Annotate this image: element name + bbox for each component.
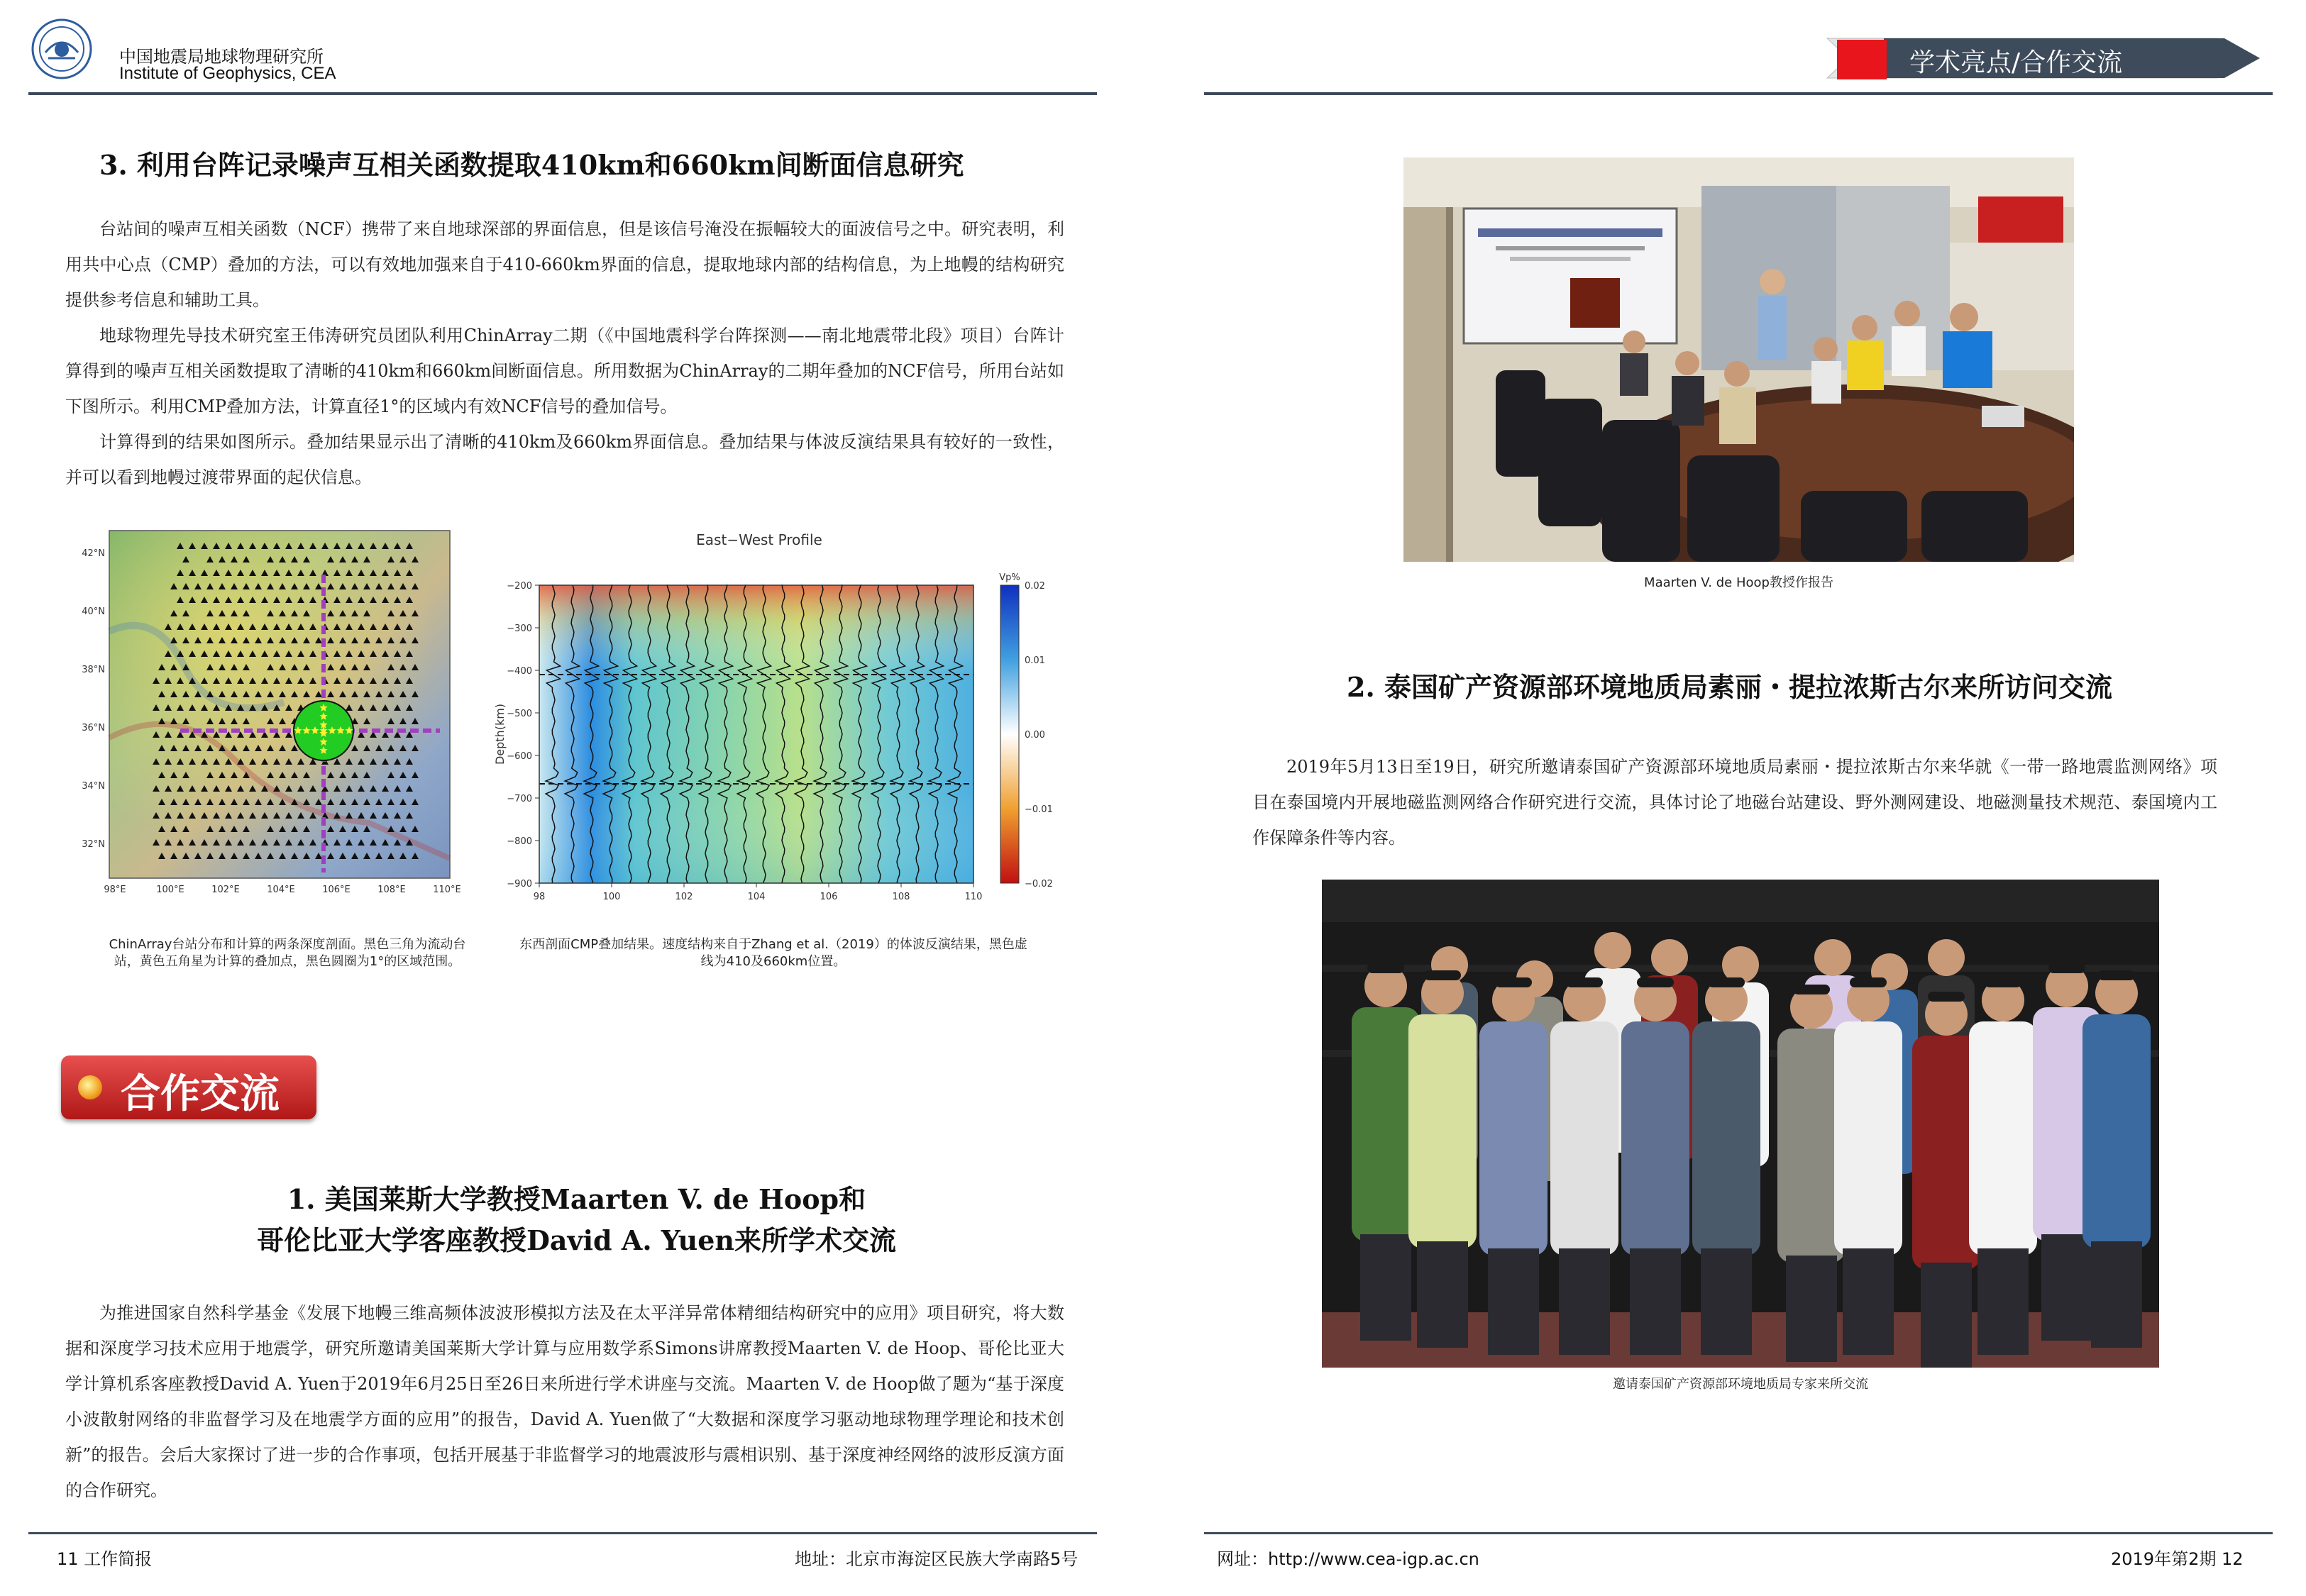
colorbar-tick: 0.02 [1025, 581, 1045, 592]
section-tab [1820, 35, 2267, 81]
colorbar-label: Vp% [999, 572, 1020, 583]
profile-x-tick: 106 [820, 892, 838, 902]
right-page [1153, 0, 2306, 1596]
person-legs [1630, 1248, 1681, 1355]
person-body [2082, 1014, 2151, 1248]
map-lon-tick: 98°E [104, 885, 126, 895]
institute-logo [31, 18, 92, 79]
person-legs [2041, 1234, 2092, 1341]
org-name-en: Institute of Geophysics, CEA [119, 64, 336, 83]
person-body [1408, 1014, 1477, 1248]
section2-para: 2019年5月13日至19日，研究所邀请泰国矿产资源部环境地质局素丽・提拉浓斯古尔来华就《一带一路地震监测网络》项目在泰国境内开展地磁监测网络合作研究进行交流，具体讨论了地磁台站建设、野外测网建设、地磁测量技术规范、泰国境内工作保障条件等内容。 [1252, 757, 2217, 848]
person-legs [1360, 1234, 1411, 1341]
colorbar-tick: 0.00 [1025, 730, 1045, 741]
org-name-cn: 中国地震局地球物理研究所 [119, 47, 324, 67]
profile-x-tick: 110 [964, 892, 983, 902]
person-hair [1566, 977, 1603, 987]
section3-para-1: 台站间的噪声互相关函数（NCF）携带了来自地球深部的界面信息，但是该信号淹没在振幅较大的面波信号之中。研究表明，利用共中心点（CMP）叠加的方法，可以有效地加强来自于410-660km界面的信息，提取地球内部的结构信息，为上地幔的结构研究提供参考信息和辅助工具。 [65, 219, 1064, 310]
person-hair [1424, 970, 1461, 980]
group-photo [1322, 880, 2159, 1368]
section-tab-label: 学术亮点/合作交流 [1909, 48, 2123, 77]
person-hair [1793, 985, 1830, 994]
map-lon-tick: 104°E [267, 885, 295, 895]
person-body [1621, 1021, 1689, 1256]
banner-dot-icon [78, 1075, 102, 1099]
banner-text: 合作交流 [121, 1071, 280, 1117]
person-legs [1701, 1248, 1752, 1355]
profile-figure [482, 525, 1064, 908]
profile-caption: 东西剖面CMP叠加结果。速度结构来自于Zhang et al.（2019）的体波反演结果，黑色虚线为410及660km位置。 [519, 937, 1027, 969]
person-hair [1495, 977, 1532, 987]
map-lon-tick: 108°E [377, 885, 406, 895]
footer-url: 网址：http://www.cea-igp.ac.cn [1217, 1549, 1479, 1569]
footer-page-left: 11 工作简报 [57, 1549, 153, 1569]
colorbar-tick: 0.01 [1025, 655, 1045, 666]
person-hair [1708, 977, 1745, 987]
map-lat-tick: 40°N [82, 606, 105, 617]
station-map-figure [71, 525, 468, 908]
person-hair [2098, 970, 2135, 980]
profile-x-tick: 104 [747, 892, 766, 902]
person-body [1834, 1021, 1902, 1256]
footer-rule-left [28, 1532, 1097, 1534]
person-hair [1928, 992, 1965, 1002]
header-rule-right [1204, 92, 2273, 95]
person-head [1814, 939, 1851, 976]
section3-para-2: 地球物理先导技术研究室王伟涛研究员团队利用ChinArray二期（《中国地震科学台阵探测——南北地震带北段》项目）台阵计算得到的噪声互相关函数提取了清晰的410km和660km间断面信息。所用数据为ChinArray的二期年叠加的NCF信号，所用台站如下图所示。利用CMP叠加方法，计算直径1°的区域内有效NCF信号的叠加信号。 [65, 326, 1064, 416]
person-legs [2091, 1241, 2142, 1348]
map-lon-tick: 106°E [322, 885, 351, 895]
person-hair [2048, 963, 2085, 973]
section1-para: 为推进国家自然科学基金《发展下地幔三维高频体波波形模拟方法及在太平洋异常体精细结构研究中的应用》项目研究，将大数据和深度学习技术应用于地震学，研究所邀请美国莱斯大学计算与应用数学系Simons讲席教授Maarten V. de Hoop、哥伦比亚大学计算机系客座教授David A. Yuen于2019年6月25日至26日来所进行学术讲座与交流。Maarten V. de Hoop做了题为“基于深度小波散射网络的非监督学习及在地震学方面的应用”的报告，David A. Yuen做了“大数据和深度学习驱动地球物理学理论和技术创新”的报告。会后大家探讨了进一步的合作事项，包括开展基于非监督学习的地震波形与震相识别、基于深度神经网络的波形反演方面的合作研究。 [65, 1303, 1064, 1500]
colorbar [1000, 585, 1019, 883]
profile-x-tick: 102 [675, 892, 693, 902]
lecture-photo [1403, 157, 2074, 562]
person-head [1651, 939, 1688, 976]
profile-y-tick: −200 [507, 581, 532, 592]
person-body [1969, 1021, 2037, 1256]
group-photo-caption: 邀请泰国矿产资源部环境地质局专家来所交流 [1613, 1377, 1868, 1392]
profile-y-tick: −300 [507, 624, 532, 634]
cooperation-banner [61, 1055, 316, 1119]
person-body [1479, 1021, 1548, 1256]
footer-rule-right [1204, 1532, 2273, 1534]
person-legs [1417, 1241, 1468, 1348]
footer-address: 地址：北京市海淀区民族大学南路5号 [795, 1549, 1078, 1569]
profile-y-tick: −900 [507, 879, 532, 890]
profile-x-tick: 108 [892, 892, 910, 902]
map-caption: ChinArray台站分布和计算的两条深度剖面。黑色三角为流动台站，黄色五角星为计算的叠加点，黑色圆圈为1°的区域范围。 [109, 937, 466, 969]
profile-y-tick: −500 [507, 709, 532, 719]
colorbar-tick: −0.02 [1025, 879, 1053, 890]
person-legs [1559, 1248, 1610, 1355]
colorbar-tick: −0.01 [1025, 804, 1053, 815]
map-lat-tick: 42°N [82, 548, 105, 559]
person-legs [1977, 1248, 2029, 1355]
section2-title: 2. 泰国矿产资源部环境地质局素丽・提拉浓斯古尔来所访问交流 [1347, 671, 2112, 703]
tab-red-block [1837, 40, 1887, 79]
person-hair [1850, 977, 1887, 987]
profile-y-tick: −600 [507, 751, 532, 762]
profile-x-tick: 100 [602, 892, 621, 902]
map-lon-tick: 102°E [211, 885, 240, 895]
person-hair [1637, 977, 1674, 987]
profile-y-tick: −400 [507, 666, 532, 677]
header-rule-left [28, 92, 1097, 95]
section3-para-3: 计算得到的结果如图所示。叠加结果显示出了清晰的410km及660km界面信息。叠加结果与体波反演结果具有较好的一致性，并可以看到地幔过渡带界面的起伏信息。 [65, 432, 1064, 487]
person-hair [1985, 977, 2021, 987]
person-legs [1488, 1248, 1539, 1355]
person-body [1692, 1021, 1760, 1256]
footer-issue-page: 2019年第2期 12 [2111, 1549, 2244, 1569]
person-legs [1843, 1248, 1894, 1355]
person-head [1928, 939, 1965, 976]
person-legs [1786, 1256, 1837, 1362]
profile-x-tick: 98 [533, 892, 546, 902]
map-lon-tick: 100°E [156, 885, 184, 895]
map-lat-tick: 38°N [82, 665, 105, 675]
section1-title-line2: 哥伦比亚大学客座教授David A. Yuen来所学术交流 [256, 1224, 897, 1256]
profile-ylabel: Depth(km) [493, 703, 507, 765]
map-lon-tick: 110°E [433, 885, 461, 895]
profile-y-tick: −700 [507, 794, 532, 804]
section1-title-line1: 1. 美国莱斯大学教授Maarten V. de Hoop和 [287, 1183, 866, 1215]
section3-title: 3. 利用台阵记录噪声互相关函数提取410km和660km间断面信息研究 [99, 149, 964, 181]
profile-y-tick: −800 [507, 836, 532, 847]
lecture-photo-caption: Maarten V. de Hoop教授作报告 [1644, 575, 1833, 590]
person-body [1550, 1021, 1618, 1256]
map-lat-tick: 32°N [82, 839, 105, 850]
person-head [1594, 932, 1631, 969]
profile-title: East−West Profile [696, 531, 822, 548]
section3-body [65, 211, 1064, 495]
person-legs [1921, 1263, 1972, 1368]
map-lat-tick: 34°N [82, 781, 105, 792]
person-hair [1367, 963, 1404, 973]
map-lat-tick: 36°N [82, 723, 105, 733]
